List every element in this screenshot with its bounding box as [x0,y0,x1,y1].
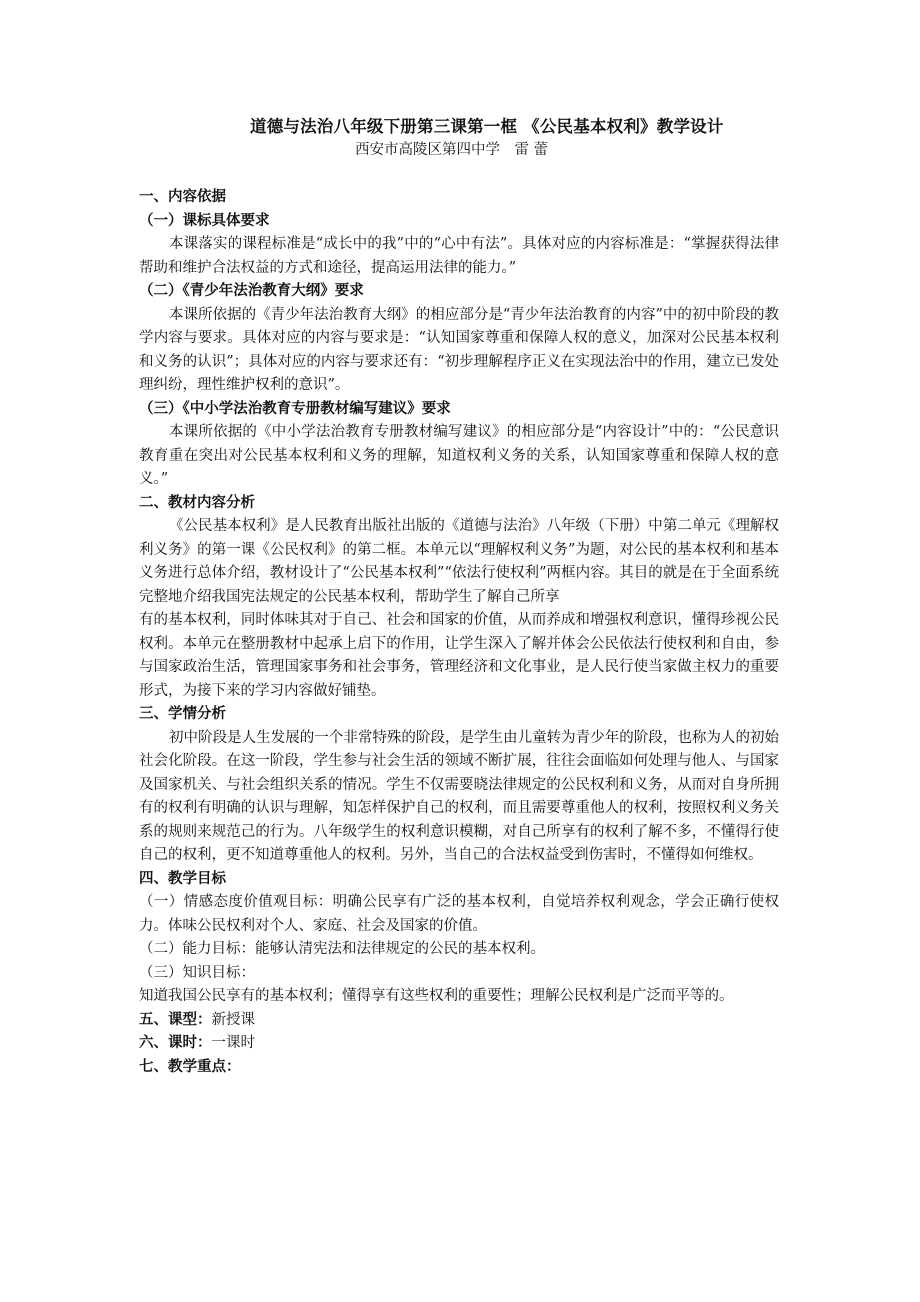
lesson-hours [139,1032,779,1056]
paragraph-curriculum: 本课落实的课程标准是“成长中的我”中的“心中有法”。具体对应的内容标准是：“掌握获得法律帮助和维护合法权益的方式和途径，提高运用法律的能力。” [139,236,779,276]
document-author: 西安市高陵区第四中学 雷 蕾 [355,142,549,158]
goal-emotional: （一）情感态度价值观目标：明确公民享有广泛的基本权利，自觉培养权利观念，学会正确行使权力。体味公民权利对个人、家庭、社会及国家的价值。 [139,894,779,934]
subsection-heading-textbook-advice: （三）《中小学法治教育专册教材编写建议》要求 [139,400,451,417]
section-heading-content-basis: 一、内容依据 [139,189,226,205]
goal-knowledge: 知道我国公民享有的基本权利；懂得享有这些权利的重要性；理解公民权利是广泛而平等的。 [139,988,734,1004]
lesson-type-value: 新授课 [211,1011,255,1028]
paragraph-youth-outline: 本课所依据的《青少年法治教育大纲》的相应部分是“青少年法治教育的内容”中的初中阶段的教学内容与要求。具体对应的内容与要求是：“认知国家尊重和保障人权的意义，加深对公民基本权利和义务的认识”；具体对应的内容与要求还有：“初步理解程序正义在实现法治中的作用，建立已发处理纠纷，理性维护权利的意识”。 [139,306,779,393]
paragraph-learner-analysis: 初中阶段是人生发展的一个非常特殊的阶段，是学生由儿童转为青少年的阶段，也称为人的初始社会化阶段。在这一阶段，学生参与社会生活的领域不断扩展，往往会面临如何处理与他人、与国家及国家机关、与社会组织关系的情况。学生不仅需要晓法律规定的公民权利和义务，从而对自身所拥有的权利有明确的认识与理解，知怎样保护自己的权利，而且需要尊重他人的权利，按照权利义务关系的规则来规范己的行为。八年级学生的权利意识模糊，对自己所享有的权利了解不多，不懂得行使自己的权利，更不知道尊重他人的权利。另外，当自己的合法权益受到伤害时，不懂得如何维权。 [139,729,779,863]
document-title: 道德与法治八年级下册第三课第一框 《公民基本权利》教学设计 [250,117,724,136]
goal-ability: （二）能力目标：能够认清宪法和法律规定的公民的基本权利。 [139,941,545,957]
paragraph-textbook-analysis-1: 《公民基本权利》是人民教育出版社出版的《道德与法治》八年级（下册）中第二单元《理解权利义务》的第一课《公民权利》的第二框。本单元以“理解权利义务”为题，对公民的基本权利和基本义务进行总体介绍，教材设计了“公民基本权利”“依法行使权利”两框内容。其目的就是在于全面系统完整地介绍我国宪法规定的公民基本权利，帮助学生了解自己所享 [139,518,779,605]
lesson-hours-value: 一课时 [211,1035,255,1051]
subsection-heading-curriculum: （一）课标具体要求 [139,212,270,229]
teaching-focus [139,1056,779,1080]
paragraph-textbook-analysis-2: 有的基本权利，同时体味其对于自己、社会和国家的价值，从而养成和增强权利意识，懂得珍视公民权利。本单元在整册教材中起承上启下的作用，让学生深入了解并体会公民依法行使权利和自由，参与国家政治生活，管理国家事务和社会事务，管理经济和文化事业，是人民行使当家做主权力的重要形式，为接下来的学习内容做好铺垫。 [139,612,779,699]
teaching-focus-label: 七、教学重点： [139,1058,241,1075]
section-heading-teaching-goals: 四、教学目标 [139,870,226,887]
paragraph-textbook-advice: 本课所依据的《中小学法治教育专册教材编写建议》的相应部分是“内容设计”中的：“公民意识教育重在突出对公民基本权利和义务的理解，知道权利义务的关系，认知国家尊重和保障人权的意义。” [139,424,779,487]
document-body [139,186,779,1079]
lesson-hours-label: 六、课时： [139,1035,212,1051]
subsection-heading-youth-outline: （二）《青少年法治教育大纲》要求 [139,283,364,299]
goal-knowledge-label: （三）知识目标： [139,964,255,981]
section-heading-learner-analysis: 三、学情分析 [139,706,226,722]
lesson-type [139,1009,779,1033]
lesson-type-label: 五、课型： [139,1011,212,1028]
section-heading-textbook-analysis: 二、教材内容分析 [139,494,255,511]
